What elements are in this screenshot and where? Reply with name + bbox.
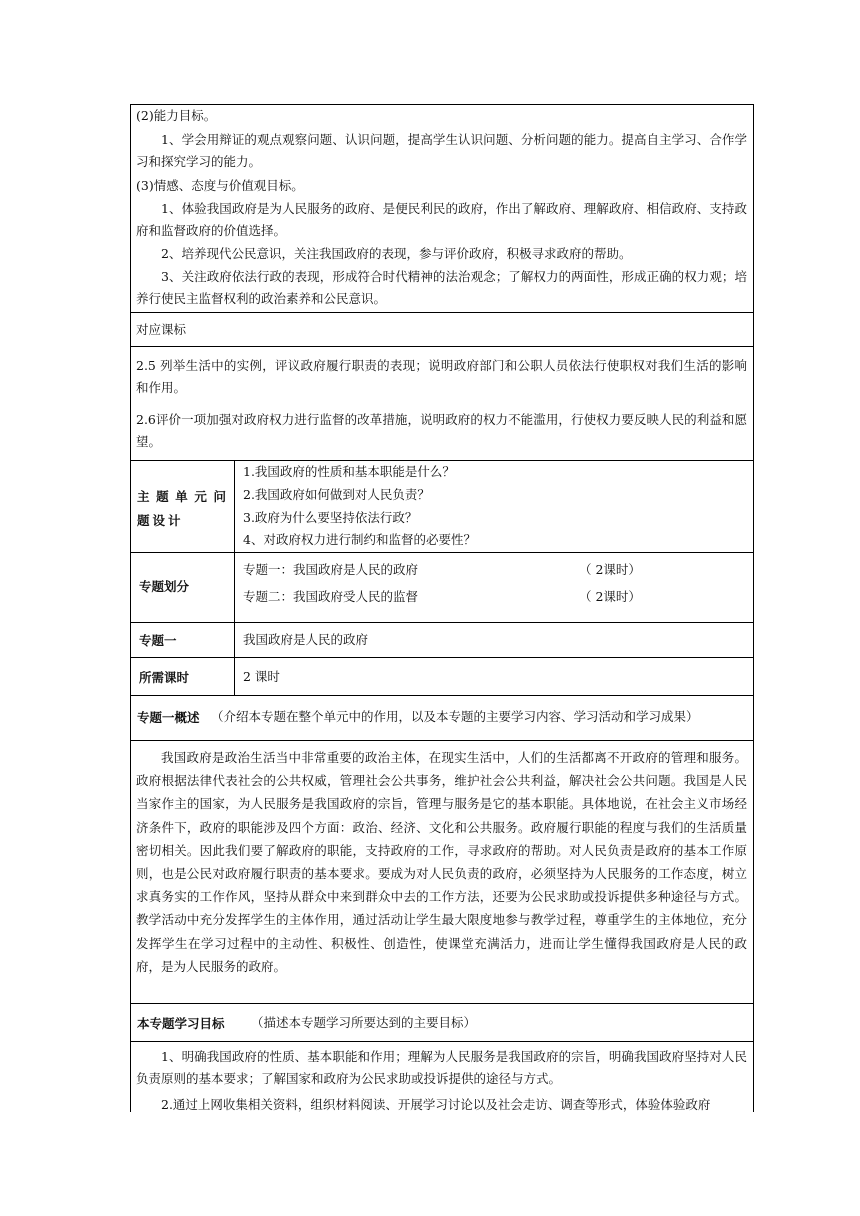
hours-value: 2 课时 bbox=[243, 669, 280, 684]
overview-heading-row bbox=[131, 696, 753, 741]
emotion-item-1: 1、体验我国政府是为人民服务的政府、是便民利民的政府，作出了解政府、理解政府、相信政府、支持政府和监督政府的价值选择。 bbox=[136, 201, 747, 238]
objectives-body bbox=[131, 1042, 753, 1113]
theme-question-2: 2.我国政府如何做到对人民负责？ bbox=[243, 487, 430, 502]
overview-body: 我国政府是政治生活当中非常重要的政治主体，在现实生活中，人们的生活都离不开政府的管理和服务。政府根据法律代表社会的公共权威，管理社会公共事务，维护社会公共利益，解决社会公共问题。我国是人民当家作主的国家，为人民服务是我国政府的宗旨，管理与服务是它的基本职能。具体地说，在社会主义市场经济条件下，政府的职能涉及四个方面：政治、经济、文化和公共服务。政府履行职能的程度与我们的生活质量密切相关。因此我们要了解政府的职能，支持政府的工作，寻求政府的帮助。对人民负责是政府的基本工作原则，也是公民对政府履行职责的基本要求。要成为对人民负责的政府，必须坚持为人民服务的工作态度，树立求真务实的工作作风，坚持从群众中来到群众中去的工作方法，还要为公民求助或投诉提供多种途径与方式。教学活动中充分发挥学生的主体作用，通过活动让学生最大限度地参与教学过程，尊重学生的主体地位，充分发挥学生在学习过程中的主动性、积极性、创造性，使课堂充满活力，进而让学生懂得我国政府是人民的政府，是为人民服务的政府。 bbox=[136, 750, 747, 974]
theme-questions-label: 主题单元问题设计 bbox=[137, 489, 229, 528]
goals-row bbox=[131, 105, 753, 313]
objectives-hint: （描述本专题学习所要达到的主要目标） bbox=[251, 1015, 477, 1030]
topics-label: 专题划分 bbox=[139, 579, 190, 594]
column-divider bbox=[234, 461, 235, 552]
objectives-heading-row bbox=[131, 1004, 753, 1042]
overview-label: 专题一概述 bbox=[137, 710, 200, 725]
overview-body-row bbox=[131, 741, 753, 1004]
emotion-item-2: 2、培养现代公民意识，关注我国政府的表现，参与评价政府，积极寻求政府的帮助。 bbox=[161, 246, 632, 261]
curriculum-standards-row bbox=[131, 347, 753, 461]
objective-item-2: 2.通过上网收集相关资料，组织材料阅读、开展学习讨论以及社会走访、调查等形式，体验体验政府 bbox=[161, 1097, 711, 1112]
overview-hint: （介绍本专题在整个单元中的作用，以及本专题的主要学习内容、学习活动和学习成果） bbox=[211, 709, 699, 724]
emotion-heading: (3)情感、态度与价值观目标。 bbox=[136, 178, 304, 193]
topics-row bbox=[131, 553, 753, 623]
curriculum-standard-1: 2.5 列举生活中的实例，评议政府履行职责的表现；说明政府部门和公职人员依法行使职权对我们生活的影响和作用。 bbox=[136, 358, 747, 395]
column-divider bbox=[234, 553, 235, 622]
objectives-label: 本专题学习目标 bbox=[137, 1016, 225, 1031]
topic-one-value: 我国政府是人民的政府 bbox=[243, 632, 369, 647]
ability-item-1: 1、学会用辩证的观点观察问题、认识问题，提高学生认识问题、分析问题的能力。提高自主学习、合作学习和探究学习的能力。 bbox=[136, 132, 747, 169]
objective-item-1: 1、明确我国政府的性质、基本职能和作用；理解为人民服务是我国政府的宗旨，明确我国政府坚持对人民负责原则的基本要求；了解国家和政府为公民求助或投诉提供的途径与方式。 bbox=[136, 1049, 747, 1086]
curriculum-label-row bbox=[131, 313, 753, 347]
theme-questions-row bbox=[131, 461, 753, 553]
lesson-plan-table bbox=[130, 104, 754, 1112]
column-divider bbox=[234, 658, 235, 695]
theme-question-4: 4、对政府权力进行制约和监督的必要性？ bbox=[243, 532, 476, 547]
emotion-item-3: 3、关注政府依法行政的表现，形成符合时代精神的法治观念；了解权力的两面性，形成正确的权力观；培养行使民主监督权利的政治素养和公民意识。 bbox=[136, 269, 747, 306]
hours-label: 所需课时 bbox=[139, 670, 190, 685]
topic-2-hours: （ 2课时） bbox=[579, 589, 641, 604]
column-divider bbox=[234, 623, 235, 657]
curriculum-label: 对应课标 bbox=[136, 322, 187, 337]
topic-2-name: 专题二：我国政府受人民的监督 bbox=[243, 589, 419, 604]
ability-heading: (2)能力目标。 bbox=[136, 108, 217, 123]
topic-1-name: 专题一：我国政府是人民的政府 bbox=[243, 562, 419, 577]
topic-one-row bbox=[131, 623, 753, 658]
topic-one-label: 专题一 bbox=[139, 633, 177, 648]
theme-question-1: 1.我国政府的性质和基本职能是什么？ bbox=[243, 464, 455, 479]
topic-1-hours: （ 2课时） bbox=[579, 562, 641, 577]
theme-question-3: 3.政府为什么要坚持依法行政？ bbox=[243, 510, 418, 525]
hours-row bbox=[131, 658, 753, 696]
curriculum-standard-2: 2.6评价一项加强对政府权力进行监督的改革措施，说明政府的权力不能滥用，行使权力要反映人民的利益和愿望。 bbox=[136, 412, 747, 449]
